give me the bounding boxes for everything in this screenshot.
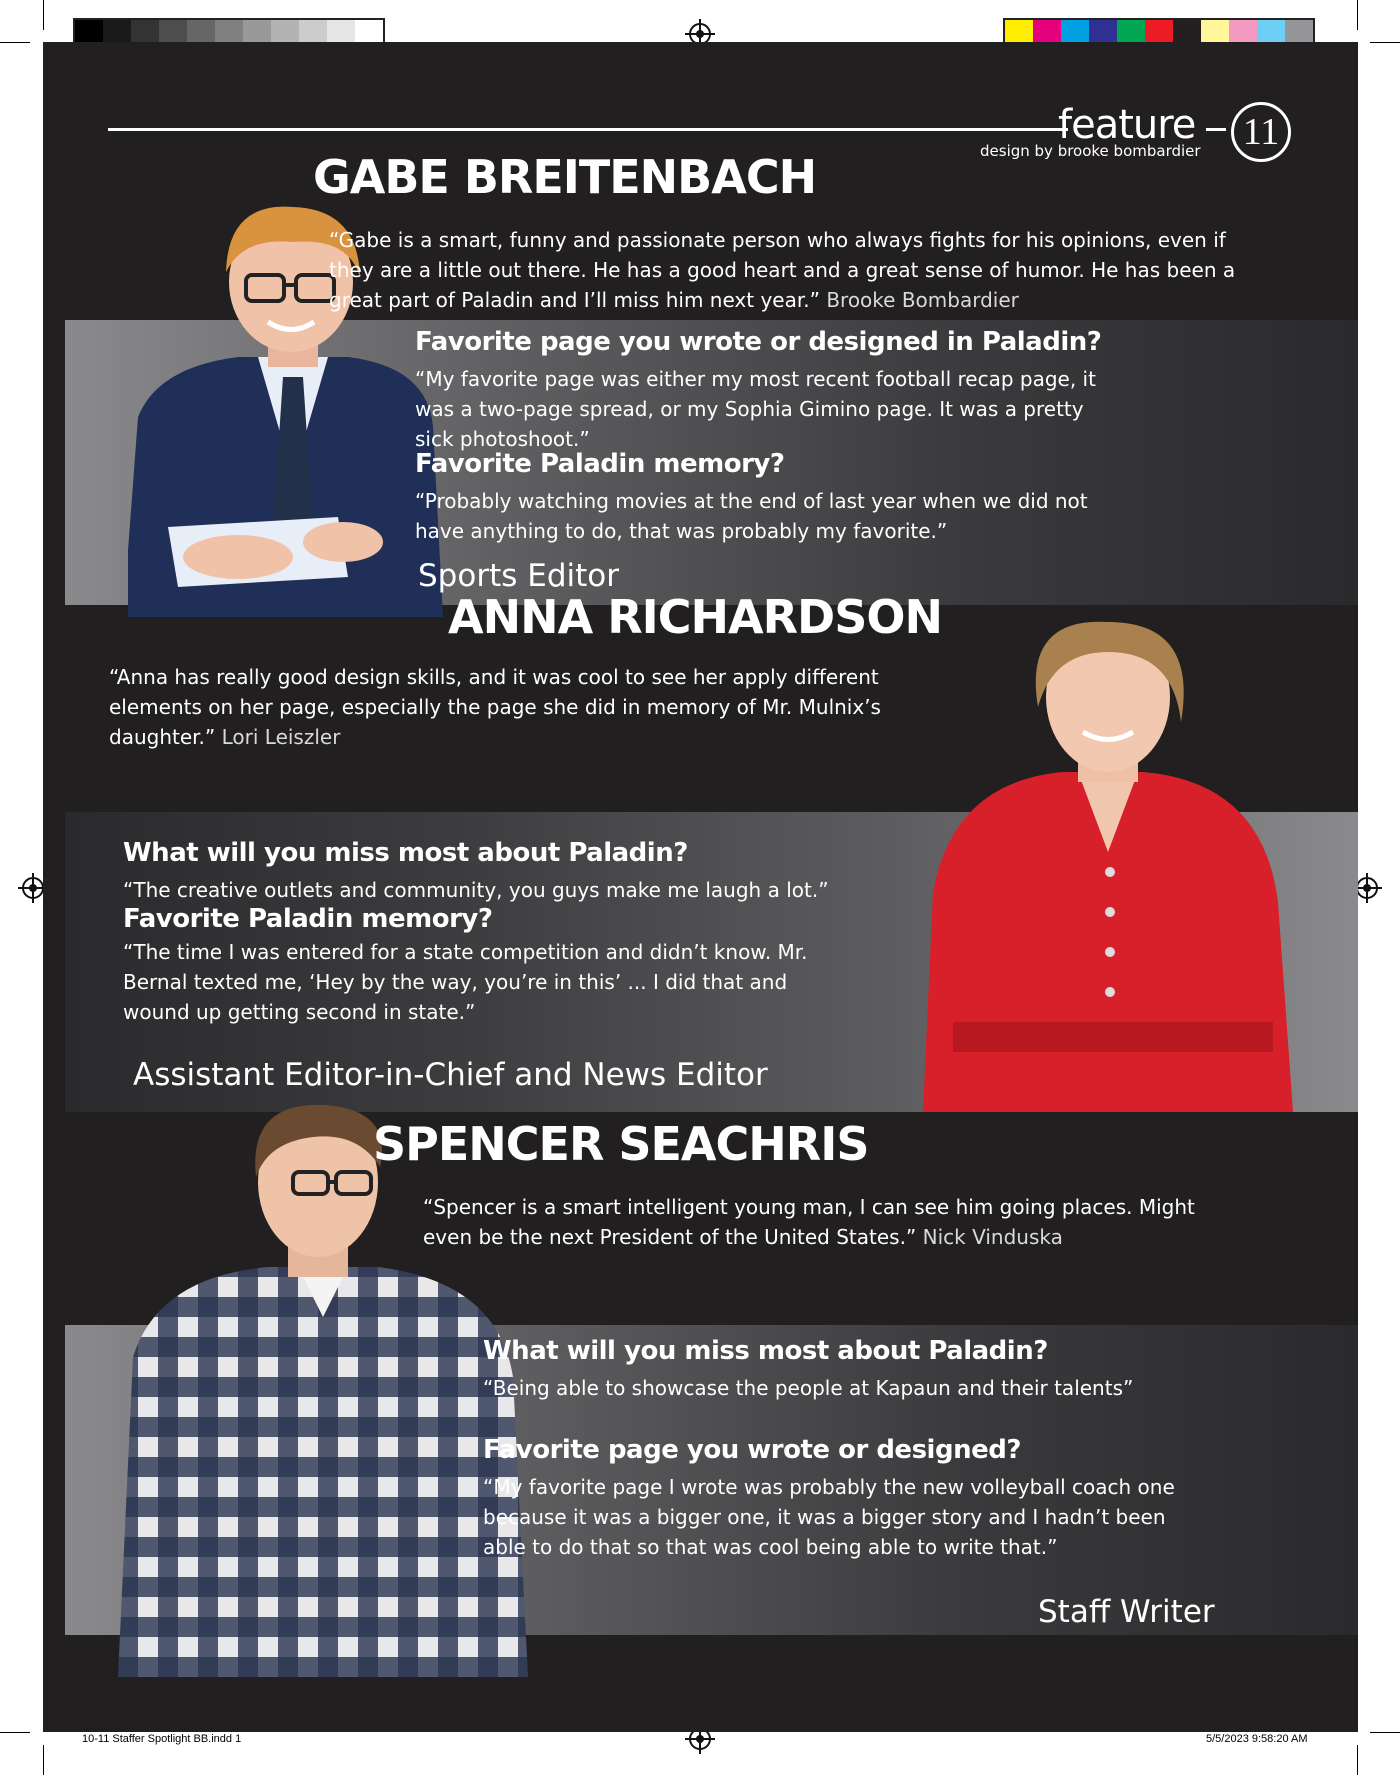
staffer-name: ANNA RICHARDSON <box>448 590 942 644</box>
question-heading: What will you miss most about Paladin? <box>123 838 688 868</box>
staffer-quote <box>423 1192 1223 1252</box>
answer-text: “The creative outlets and community, you guys make me laugh a lot.” <box>123 878 829 902</box>
staffer-quote <box>109 662 889 752</box>
quote-text: “Spencer is a smart intelligent young man, I can see him going places. Might even be the next President of the United States.” <box>423 1195 1195 1249</box>
answer-text: “The time I was entered for a state competition and didn’t know. Mr. Bernal texted me, ‘Hey by the way, you’re in this’ ... I did that and wound up getting second in state.” <box>123 940 808 1024</box>
page-number: 11 <box>1231 102 1291 162</box>
quote-attribution: Nick Vinduska <box>922 1225 1063 1249</box>
question-heading: Favorite Paladin memory? <box>415 449 785 479</box>
design-credit: design by brooke bombardier <box>980 142 1201 160</box>
crop-mark <box>1370 42 1400 43</box>
magazine-page <box>43 42 1358 1732</box>
crop-mark <box>0 42 30 43</box>
registration-mark-icon <box>22 877 44 899</box>
crop-mark <box>1357 1745 1358 1775</box>
question-heading: Favorite page you wrote or designed? <box>483 1435 1021 1465</box>
crop-mark <box>43 0 44 30</box>
question-heading: Favorite page you wrote or designed in Paladin? <box>415 327 1102 357</box>
answer-text: “My favorite page was either my most recent football recap page, it was a two-page spread, or my Sophia Gimino page. It was a pretty sick photoshoot.” <box>415 367 1096 451</box>
staffer-name: SPENCER SEACHRIS <box>373 1117 869 1171</box>
crop-mark <box>1370 1732 1400 1733</box>
staffer-role: Sports Editor <box>418 558 619 594</box>
quote-text: “Anna has really good design skills, and it was cool to see her apply different elements on her page, especially the page she did in memory of Mr. Mulnix’s daughter.” <box>109 665 881 749</box>
staffer-role: Assistant Editor-in-Chief and News Editor <box>133 1057 768 1093</box>
staffer-role: Staff Writer <box>1038 1594 1215 1630</box>
answer-text: “My favorite page I wrote was probably the new volleyball coach one because it was a bigger one, it was a bigger story and I hadn’t been able to do that so that was cool being able to write that.” <box>483 1475 1175 1559</box>
staffer-portrait-photo <box>893 612 1333 1112</box>
answer-text: “Being able to showcase the people at Kapaun and their talents” <box>483 1376 1134 1400</box>
crop-mark <box>1357 0 1358 30</box>
file-slug: 10-11 Staffer Spotlight BB.indd 1 <box>82 1733 242 1745</box>
staffer-name: GABE BREITENBACH <box>313 150 817 204</box>
registration-mark-icon <box>1356 877 1378 899</box>
answer-text: “Probably watching movies at the end of last year when we did not have anything to do, that was probably my favorite.” <box>415 489 1088 543</box>
section-label: feature <box>1058 102 1196 148</box>
header-rule-short <box>1206 128 1226 131</box>
print-timestamp: 5/5/2023 9:58:20 AM <box>1206 1733 1308 1745</box>
question-heading: What will you miss most about Paladin? <box>483 1336 1048 1366</box>
question-heading: Favorite Paladin memory? <box>123 904 493 934</box>
crop-mark <box>0 1732 30 1733</box>
quote-attribution: Brooke Bombardier <box>826 288 1019 312</box>
quote-attribution: Lori Leiszler <box>221 725 341 749</box>
crop-mark <box>43 1745 44 1775</box>
staffer-quote <box>329 225 1239 315</box>
header-rule <box>108 128 1068 131</box>
quote-text: “Gabe is a smart, funny and passionate person who always fights for his opinions, even if they are a little out there. He has a good heart and a great sense of humor. He has been a great part of Paladin and I’ll miss him next year.” <box>329 228 1236 312</box>
